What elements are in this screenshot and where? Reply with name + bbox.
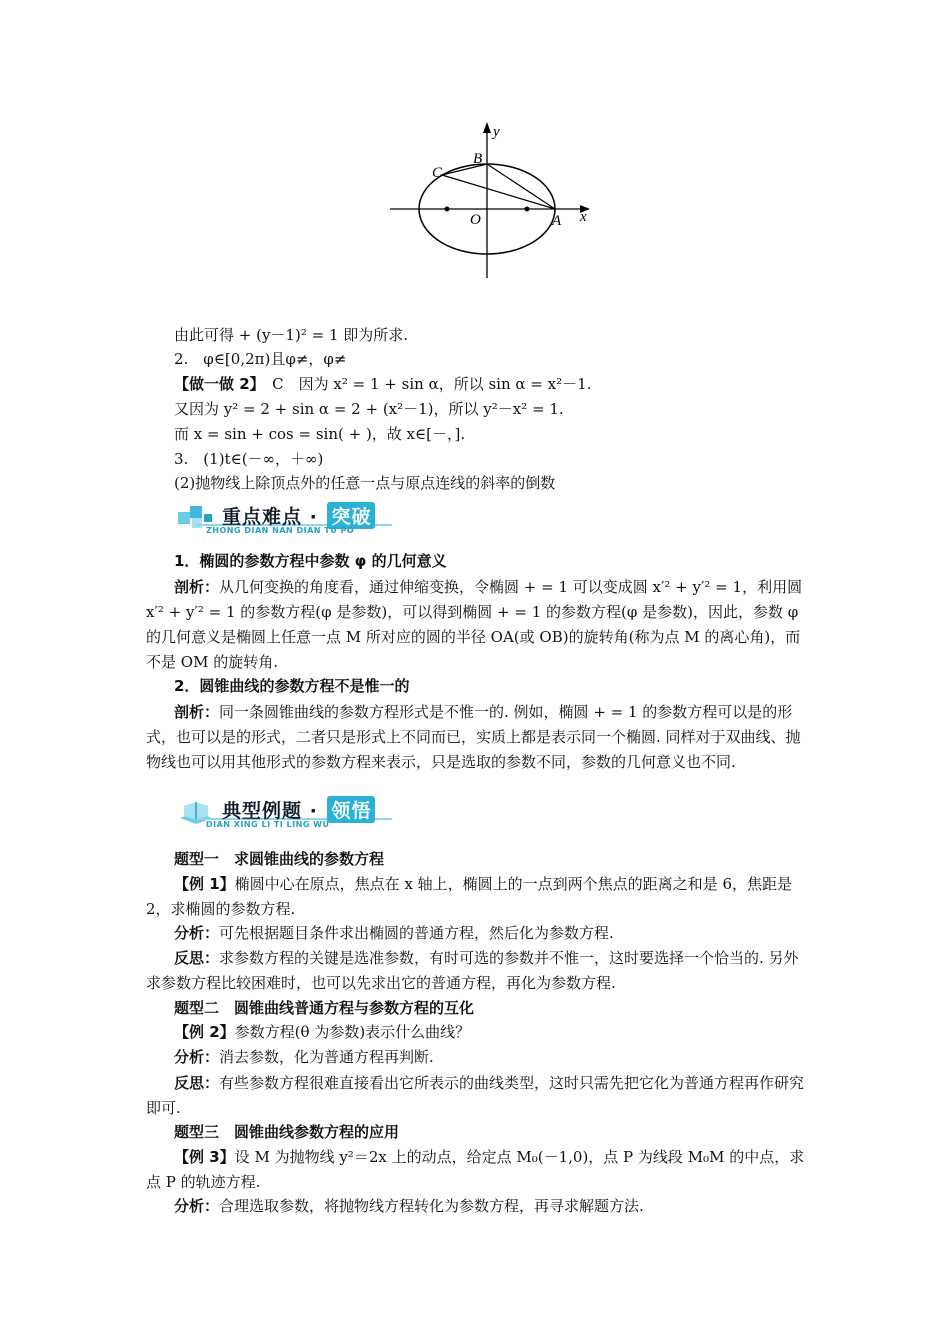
y-axis-arrow bbox=[483, 122, 491, 133]
label-x: x bbox=[580, 209, 587, 225]
example-paragraph bbox=[146, 872, 810, 922]
analysis-line bbox=[174, 1046, 838, 1068]
try-text: C 因为 x² = 1 + sin α，所以 sin α = x²－1. bbox=[257, 375, 592, 393]
text-line: 由此可得 + (y－1)² = 1 即为所求. bbox=[174, 326, 409, 344]
text-line: 3. (1)t∈(－∞，＋∞) bbox=[174, 450, 324, 468]
reflection-text: 有些参数方程很难直接看出它所表示的曲线类型，这时只需先把它化为普通方程再作研究即可. bbox=[146, 1074, 805, 1117]
text-line: (2)抛物线上除顶点外的任意一点与原点连线的斜率的倒数 bbox=[174, 474, 556, 492]
analysis-label: 分析： bbox=[174, 924, 220, 942]
try-label: 【做一做 2】 bbox=[174, 375, 258, 393]
reflection-paragraph bbox=[146, 1071, 810, 1121]
label-y: y bbox=[493, 124, 500, 140]
banner-subtitle: ZHONG DIAN NAN DIAN TU PO bbox=[206, 526, 355, 535]
analysis-line bbox=[174, 1195, 838, 1217]
analysis-text: 同一条圆锥曲线的参数方程形式是不惟一的. 例如，椭圆 + = 1 的参数方程可以是的形式，也可以是的形式，二者只是形式上不同而已，实质上都是表示同一个椭圆. 同样对于双曲线、抛物线也可以用其他形式的参数方程来表示，只是选取的参数不同，参数的几何意义也不同. bbox=[146, 703, 801, 771]
paragraph bbox=[146, 700, 810, 775]
section-heading: 1．椭圆的参数方程中参数 φ 的几何意义 bbox=[174, 552, 447, 570]
example-paragraph bbox=[146, 1145, 810, 1195]
reflection-text: 求参数方程的关键是选准参数，有时可选的参数并不惟一，这时要选择一个恰当的. 另外求参数方程比较困难时，也可以先求出它的普通方程，再化为参数方程. bbox=[146, 949, 799, 992]
label-A: A bbox=[552, 213, 562, 229]
analysis-label: 分析： bbox=[174, 1048, 220, 1066]
type-heading: 题型三 圆锥曲线参数方程的应用 bbox=[174, 1123, 400, 1141]
example-text: 椭圆中心在原点，焦点在 x 轴上，椭圆上的一点到两个焦点的距离之和是 6，焦距是 2，求椭圆的参数方程. bbox=[146, 875, 792, 918]
focus-right-point bbox=[525, 207, 530, 212]
banner-subtitle: DIAN XING LI TI LING WU bbox=[206, 820, 330, 829]
analysis-label: 剖析： bbox=[174, 578, 220, 596]
analysis-line bbox=[174, 922, 838, 944]
section-heading: 2．圆锥曲线的参数方程不是惟一的 bbox=[174, 677, 410, 695]
paragraph bbox=[146, 575, 810, 675]
banner-tag: 突破 bbox=[327, 502, 375, 529]
analysis-text: 合理选取参数，将抛物线方程转化为参数方程，再寻求解题方法. bbox=[219, 1197, 644, 1215]
text-line: 而 x = sin + cos = sin( + )，故 x∈[－，]. bbox=[174, 425, 466, 443]
analysis-text: 消去参数，化为普通方程再判断. bbox=[219, 1048, 434, 1066]
reflection-label: 反思： bbox=[174, 949, 220, 967]
type-heading: 题型一 求圆锥曲线的参数方程 bbox=[174, 850, 385, 868]
example-line bbox=[174, 1021, 838, 1043]
ellipse-figure bbox=[380, 118, 600, 288]
text-line bbox=[174, 373, 838, 395]
reflection-label: 反思： bbox=[174, 1074, 220, 1092]
label-O: O bbox=[470, 212, 481, 228]
analysis-label: 分析： bbox=[174, 1197, 220, 1215]
banner-title: 典型例题 · 领悟 bbox=[222, 796, 375, 823]
banner-title: 重点难点 · 突破 bbox=[222, 502, 375, 529]
text-line: 2. φ∈[0,2π)且φ≠，φ≠ bbox=[174, 350, 347, 368]
analysis-text: 从几何变换的角度看，通过伸缩变换，令椭圆 + = 1 可以变成圆 x′² + y′² = 1，利用圆 x′² + y′² = 1 的参数方程(φ 是参数)，可以得到椭圆 + = 1 的参数方程(φ 是参数)，因此，参数 φ 的几何意义是椭圆上任意一点 M 所对应的圆的半径 OA(或 OB)的旋转角(称为点 M 的离心角)，而不是 OM 的旋转角. bbox=[146, 578, 803, 671]
label-B: B bbox=[473, 151, 483, 167]
reflection-paragraph bbox=[146, 946, 810, 996]
example-text: 设 M 为抛物线 y²＝2x 上的动点，给定点 M₀(－1,0)，点 P 为线段 M₀M 的中点，求点 P 的轨迹方程. bbox=[146, 1148, 805, 1191]
example-label: 【例 1】 bbox=[174, 875, 235, 893]
example-label: 【例 2】 bbox=[174, 1023, 235, 1041]
example-label: 【例 3】 bbox=[174, 1148, 235, 1166]
focus-left-point bbox=[445, 207, 450, 212]
text-line: 又因为 y² = 2 + sin α = 2 + (x²－1)，所以 y²－x² = 1. bbox=[174, 400, 564, 418]
example-text: 参数方程(θ 为参数)表示什么曲线？ bbox=[234, 1023, 471, 1041]
banner-tag: 领悟 bbox=[327, 796, 375, 823]
section-banner-examples bbox=[176, 796, 396, 832]
analysis-text: 可先根据题目条件求出椭圆的普通方程，然后化为参数方程. bbox=[219, 924, 614, 942]
section-banner-key-points bbox=[176, 502, 396, 538]
analysis-label: 剖析： bbox=[174, 703, 220, 721]
label-C: C bbox=[432, 165, 443, 181]
type-heading: 题型二 圆锥曲线普通方程与参数方程的互化 bbox=[174, 999, 475, 1017]
segment-BA bbox=[487, 164, 555, 209]
